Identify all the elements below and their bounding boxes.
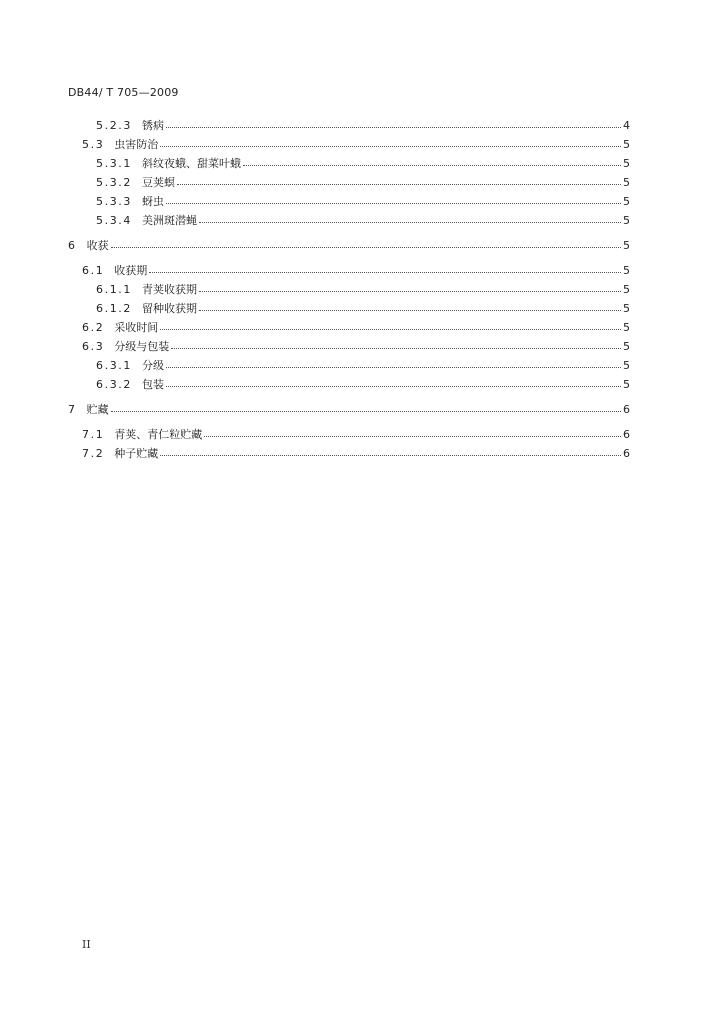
toc-entry-page: 5	[623, 321, 630, 334]
toc-entry-title: 分级	[142, 359, 164, 372]
toc-entry-page: 5	[623, 214, 630, 227]
toc-dot-leader	[160, 146, 621, 147]
toc-dot-leader	[199, 291, 621, 292]
toc-entry-number: 6.3	[82, 340, 105, 353]
toc-entry-page: 5	[623, 264, 630, 277]
toc-entry-page: 5	[623, 359, 630, 372]
document-code-header: DB44/ T 705—2009	[68, 86, 179, 99]
toc-entry-page: 5	[623, 195, 630, 208]
toc-entry-page: 5	[623, 378, 630, 391]
toc-entry-number: 5.3	[82, 138, 105, 151]
toc-entry[interactable]	[96, 282, 630, 298]
toc-entry[interactable]	[82, 137, 630, 153]
toc-entry-page: 5	[623, 283, 630, 296]
toc-dot-leader	[199, 310, 621, 311]
toc-entry[interactable]	[96, 213, 630, 229]
toc-entry[interactable]	[96, 358, 630, 374]
toc-entry-title: 留种收获期	[142, 302, 197, 315]
toc-entry[interactable]	[96, 301, 630, 317]
toc-entry-page: 5	[623, 239, 630, 252]
toc-entry-page: 6	[623, 403, 630, 416]
toc-entry-title: 虫害防治	[114, 138, 159, 151]
toc-dot-leader	[160, 329, 621, 330]
toc-entry-title: 斜纹夜蛾、甜菜叶蛾	[142, 157, 241, 170]
toc-entry-title: 锈病	[142, 119, 164, 132]
toc-entry[interactable]	[82, 339, 630, 355]
toc-dot-leader	[171, 348, 621, 349]
toc-dot-leader	[166, 127, 621, 128]
toc-entry[interactable]	[96, 156, 630, 172]
toc-entry-number: 5.3.4	[96, 214, 132, 227]
toc-entry-page: 5	[623, 176, 630, 189]
toc-dot-leader	[204, 436, 621, 437]
toc-entry-title: 收获期	[114, 264, 148, 277]
toc-entry[interactable]	[96, 377, 630, 393]
toc-entry-page: 5	[623, 138, 630, 151]
toc-entry-title: 包装	[142, 378, 164, 391]
toc-entry[interactable]	[82, 320, 630, 336]
toc-entry-number: 6.3.1	[96, 359, 132, 372]
toc-dot-leader	[177, 184, 621, 185]
toc-entry-page: 6	[623, 447, 630, 460]
toc-entry[interactable]	[82, 446, 630, 462]
toc-dot-leader	[243, 165, 621, 166]
toc-entry-number: 6.1.1	[96, 283, 132, 296]
toc-entry[interactable]	[82, 427, 630, 443]
toc-entry-page: 5	[623, 302, 630, 315]
toc-entry-number: 7.1	[82, 428, 105, 441]
toc-entry-title: 青荚收获期	[142, 283, 197, 296]
toc-entry-page: 6	[623, 428, 630, 441]
toc-entry-title: 收获	[86, 239, 109, 252]
toc-entry-number: 5.2.3	[96, 119, 132, 132]
toc-entry[interactable]	[82, 263, 630, 279]
toc-entry-title: 分级与包装	[114, 340, 170, 353]
toc-entry-number: 7	[68, 403, 77, 416]
toc-entry[interactable]	[96, 194, 630, 210]
toc-entry-page: 5	[623, 157, 630, 170]
toc-dot-leader	[149, 272, 621, 273]
toc-entry[interactable]	[68, 402, 630, 418]
toc-entry-title: 采收时间	[114, 321, 159, 334]
toc-entry-title: 贮藏	[86, 403, 109, 416]
toc-entry-page: 4	[623, 119, 630, 132]
toc-entry-number: 5.3.1	[96, 157, 132, 170]
page-number: II	[82, 938, 91, 951]
toc-entry-title: 青荚、青仁粒贮藏	[114, 428, 203, 441]
toc-dot-leader	[166, 367, 621, 368]
toc-dot-leader	[199, 222, 621, 223]
toc-entry-number: 5.3.3	[96, 195, 132, 208]
toc-entry-number: 5.3.2	[96, 176, 132, 189]
toc-entry-number: 6	[68, 239, 77, 252]
toc-entry-number: 6.1.2	[96, 302, 132, 315]
toc-entry-number: 6.3.2	[96, 378, 132, 391]
toc-entry-title: 豆荚螟	[142, 176, 175, 189]
toc-entry-number: 6.2	[82, 321, 105, 334]
toc-dot-leader	[166, 386, 621, 387]
toc-entry-title: 种子贮藏	[114, 447, 159, 460]
toc-entry-page: 5	[623, 340, 630, 353]
toc-entry-title: 美洲斑潜蝇	[142, 214, 197, 227]
toc-entry[interactable]	[96, 175, 630, 191]
toc-entry-number: 7.2	[82, 447, 105, 460]
toc-entry[interactable]	[68, 238, 630, 254]
toc-dot-leader	[160, 455, 621, 456]
toc-entry-title: 蚜虫	[142, 195, 164, 208]
toc-entry[interactable]	[96, 118, 630, 134]
toc-dot-leader	[111, 411, 621, 412]
toc-entry-number: 6.1	[82, 264, 105, 277]
toc-dot-leader	[166, 203, 621, 204]
toc-dot-leader	[111, 247, 621, 248]
